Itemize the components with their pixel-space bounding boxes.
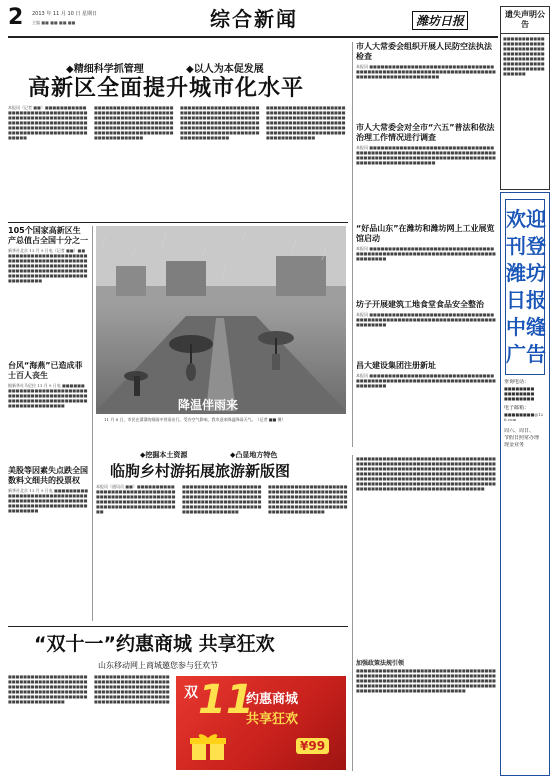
ad-phone-1: ■■■■■■■■ (504, 386, 535, 391)
right-story-1-title: 市人大常委会组织开展人民防空法执法检查 (356, 42, 492, 61)
rain-photo (96, 226, 346, 446)
ad-phone-2: ■■■■■■■■ (504, 391, 535, 396)
promo-line2: 约惠商城 (246, 692, 299, 707)
rural-col-3: ■■■■■■■■■■■■■■■■■■■■■■■■■■■■■■■■■■■■■■■■■■■■■■■■■■■■■■■■■■■■■■■■■■■■■■■■■■■■■■■■■■■■■■■■■■■■■■■■■■■■■■■■■■■■■■■■■■■■■■■■ (268, 484, 348, 514)
commerce-text-2: ■■■■■■■■■■■■■■■■■■■■■■■■■■■■■■■■■■■■■■■■■■■■■■■■■■■■■■■■■■■■■■■■■■■■■■■■■■■■■■■■■■■■■■■■■■■■■■■■■■■■■■■■■■■■■■■■■■■■■■■■■■■■■■■■■■■■■■■■■■■■■■■■■■■■■■■■■■■■■■■■■■■■■■■■■■■■■■■■■ (356, 668, 496, 693)
right-story-2-title: 市人大常委会对全市“六五”普法和依法治理工作情况进行调查 (356, 123, 495, 142)
mid-story-3-text: 新华社北京 11 月 9 日电 ■■■■■■■■■■■■■■■■■■■■■■■■■■■■■■■■■■■■■■■■■■■■■■■■■■■■■■■■■■■■■■■■■■■■■■■■■■■■■■■■ (8, 488, 88, 513)
right-story-3-text: 本报讯 ■■■■■■■■■■■■■■■■■■■■■■■■■■■■■■■■■■■■■■■■■■■■■■■■■■■■■■■■■■■■■■■■■■■■■■■■■■■■■■ (356, 246, 496, 261)
corner-notice-text: ■■■■■■■■■■■■■■■■■■■■■■■■■■■■■■■■■■■■■■■■■■■■■■■■■■■■■■■■■■■■■■■■■■■■■■■■■■■■■■■■■■■ (503, 36, 545, 76)
lead-bottom-rule (8, 222, 348, 223)
right-story-2-text: 本报讯 ■■■■■■■■■■■■■■■■■■■■■■■■■■■■■■■■■■■■■■■■■■■■■■■■■■■■■■■■■■■■■■■■■■■■■■■■■■■■■■■■■■■■■■■■■■■■■■■■■■■■■■■■■■■■■■■■■■■■■■■■■■■■■■■■ (356, 145, 496, 165)
masthead-rule (8, 36, 498, 38)
lead-col-2: ■■■■■■■■■■■■■■■■■■■■■■■■■■■■■■■■■■■■■■■■■■■■■■■■■■■■■■■■■■■■■■■■■■■■■■■■■■■■■■■■■■■■■■■■■■■■■■■■■■■■■■■■■■■■■■■■■■■■■■■■■■■■■■■■■■■■■■■■■■■ (94, 105, 174, 140)
right-story-4-title: 坊子开展建筑工地食堂食品安全整治 (356, 300, 484, 309)
right-story-3-title: “好品山东”在潍坊和潍坊网上工业展览馆启动 (356, 224, 495, 243)
lead-kicker-left: ◆精细科学抓管理 (66, 64, 144, 75)
right-story-5-text: 本报讯 ■■■■■■■■■■■■■■■■■■■■■■■■■■■■■■■■■■■■■■■■■■■■■■■■■■■■■■■■■■■■■■■■■■■■■■■■■■■■■■ (356, 373, 496, 388)
rural-headline: 临朐乡村游拓展旅游新版图 (110, 462, 291, 480)
right-story-4-text: 本报讯 ■■■■■■■■■■■■■■■■■■■■■■■■■■■■■■■■■■■■■■■■■■■■■■■■■■■■■■■■■■■■■■■■■■■■■■■■■■■■■■ (356, 312, 496, 327)
section-title: 综合新闻 (210, 7, 298, 31)
ad-banner (500, 192, 550, 776)
photo-title: 降温伴雨来 (178, 398, 239, 412)
mid-left-divider (92, 226, 93, 621)
photo-caption-box (96, 414, 346, 446)
right-story-5-title: 昌大建设集团注册新址 (356, 361, 436, 370)
ad-phone-label: 垂询电话： (504, 379, 530, 385)
ad-footer-1: 周六、周日、 (504, 428, 535, 434)
bottom-body (8, 674, 348, 774)
right-story-1-text: 本报讯 ■■■■■■■■■■■■■■■■■■■■■■■■■■■■■■■■■■■■■■■■■■■■■■■■■■■■■■■■■■■■■■■■■■■■■■■■■■■■■■■■■■■■■■■■■■■■ (356, 64, 496, 79)
mid-left-column (8, 226, 88, 616)
mid-story-2-text: 据新华社马尼拉 11 月 9 日电 ■■■■■■■■■■■■■■■■■■■■■■■■■■■■■■■■■■■■■■■■■■■■■■■■■■■■■■■■■■■■■■■■■■■■■■■■■■■■■■■■■■■■ (8, 383, 88, 408)
rural-kicker-right: ◆凸显地方特色 (230, 451, 278, 459)
promo-char: 双 (184, 685, 198, 701)
lead-col-4: ■■■■■■■■■■■■■■■■■■■■■■■■■■■■■■■■■■■■■■■■■■■■■■■■■■■■■■■■■■■■■■■■■■■■■■■■■■■■■■■■■■■■■■■■■■■■■■■■■■■■■■■■■■■■■■■■■■■■■■■■■■■■■■■■■■■■■■■■■■■ (266, 105, 346, 140)
mid-story-1-title: 105个国家高新区生产总值占全国十分之一 (8, 226, 88, 245)
commerce-divider (352, 455, 353, 771)
photo-caption: 11 月 8 日，市民在濛濛的细雨中冒雨出行。受冷空气影响，我市迎来降温降雨天气。（记者 ■■ 摄） (104, 417, 286, 422)
mid-story-1-text: 新华社北京 11 月 9 日电（记者 ■■）■■■■■■■■■■■■■■■■■■■■■■■■■■■■■■■■■■■■■■■■■■■■■■■■■■■■■■■■■■■■■■■■■■■■■■■■■■■■■■■■■■■■■■■■■■■■■■■■■■■■■■■■■■■■■■■■■■■■ (8, 248, 88, 283)
bottom-top-rule (8, 626, 348, 627)
rural-kicker-left: ◆挖掘本土资源 (140, 451, 188, 459)
bottom-headline: “双十一”约惠商城 共享狂欢 (34, 633, 275, 655)
editor-line: 主编 ■■ ■■ ■■ ■■ (32, 20, 76, 25)
masthead (8, 6, 548, 36)
ad-footer-3: 现金业务 (504, 442, 525, 448)
rural-body (96, 484, 350, 624)
bottom-col-2: ■■■■■■■■■■■■■■■■■■■■■■■■■■■■■■■■■■■■■■■■■■■■■■■■■■■■■■■■■■■■■■■■■■■■■■■■■■■■■■■■■■■■■■■■■■■■■■■■■■■■■■■■■■■■■■■■■■■■■■■■ (94, 674, 170, 704)
commerce-article (356, 456, 496, 772)
rain-photo-image (96, 226, 346, 411)
commerce-subtitle: 加强政策法规引领 (356, 660, 405, 667)
right-column (356, 42, 496, 452)
promo-image (176, 676, 346, 770)
right-col-divider (352, 42, 353, 447)
rural-col-1: 本报讯（通讯员 ■■）■■■■■■■■■■■■■■■■■■■■■■■■■■■■■■■■■■■■■■■■■■■■■■■■■■■■■■■■■■■■■■■■■■■■■■■■■■■■■■■■■■■■■■■■■■■■■■■■ (96, 484, 176, 514)
lead-col-1: 本报讯（记者 ■■）■■■■■■■■■■■■■■■■■■■■■■■■■■■■■■■■■■■■■■■■■■■■■■■■■■■■■■■■■■■■■■■■■■■■■■■■■■■■■■■■■■■■■■■■■■■■■■■■■■■■■■■■■■■■■■■■■■■■■■■■■ (8, 105, 88, 140)
ad-banner-slogan (505, 199, 545, 375)
ad-footer-2: 节假日照常办理 (504, 435, 540, 441)
page-number: 2 (8, 5, 24, 30)
lead-headline: 高新区全面提升城市化水平 (28, 76, 305, 101)
promo-number: 11 (198, 677, 254, 723)
rural-kicker (140, 450, 350, 460)
bottom-col-1: ■■■■■■■■■■■■■■■■■■■■■■■■■■■■■■■■■■■■■■■■■■■■■■■■■■■■■■■■■■■■■■■■■■■■■■■■■■■■■■■■■■■■■■■■■■■■■■■■■■■■■■■■■■■■■■■■■■■■■■■■ (8, 674, 88, 704)
mid-story-3-title: 美股等因素失点跌全国数料文细共的投票权 (8, 466, 88, 485)
mid-story-2-title: 台风“海燕”已造成菲士百人丧生 (8, 361, 83, 380)
date-line: 2013 年 11 月 10 日 星期日 (32, 11, 97, 17)
promo-line3: 共享狂欢 (246, 712, 299, 727)
ad-slogan-text: 欢迎刊登潍坊日报中缝广告 (506, 207, 546, 366)
corner-notice-box (500, 6, 550, 190)
corner-notice-title: 遗失声明公告 (501, 7, 549, 34)
lead-kicker-right: ◆以人为本促发展 (186, 64, 264, 75)
promo-price: ¥99 (296, 738, 329, 754)
ad-phone-3: ■■■■■■■■ (504, 396, 535, 401)
commerce-text: ■■■■■■■■■■■■■■■■■■■■■■■■■■■■■■■■■■■■■■■■■■■■■■■■■■■■■■■■■■■■■■■■■■■■■■■■■■■■■■■■■■■■■■■■■■■■■■■■■■■■■■■■■■■■■■■■■■■■■■■■■■■■■■■■■■■■■■■■■■■■■■■■■■■■■■■■■■■■■■■■■■■■■■■■■■■■■■■■■■■■■■■■■■■■■■■■■■■■■■■■■■■■■■■■■■■■■■■■■■■■■■■■■■■■■■■■■■■■■■■■■■■■■■■■■■■■■■■■ (356, 456, 496, 491)
lead-body (8, 105, 348, 217)
ad-email-label: 电子邮箱： (504, 405, 530, 411)
gift-icon (188, 732, 228, 762)
lead-col-3: ■■■■■■■■■■■■■■■■■■■■■■■■■■■■■■■■■■■■■■■■■■■■■■■■■■■■■■■■■■■■■■■■■■■■■■■■■■■■■■■■■■■■■■■■■■■■■■■■■■■■■■■■■■■■■■■■■■■■■■■■■■■■■■■■■■■■■■■■■■■ (180, 105, 260, 140)
bottom-subheadline: 山东移动网上商城邀您参与狂欢节 (98, 661, 218, 670)
paper-logo: 潍坊日报 (412, 11, 468, 30)
ad-email: ■■■■■■■■@126.com (504, 412, 544, 422)
rural-col-2: ■■■■■■■■■■■■■■■■■■■■■■■■■■■■■■■■■■■■■■■■■■■■■■■■■■■■■■■■■■■■■■■■■■■■■■■■■■■■■■■■■■■■■■■■■■■■■■■■■■■■■■■■■■■■■■■■■■■■■■■■ (182, 484, 262, 514)
